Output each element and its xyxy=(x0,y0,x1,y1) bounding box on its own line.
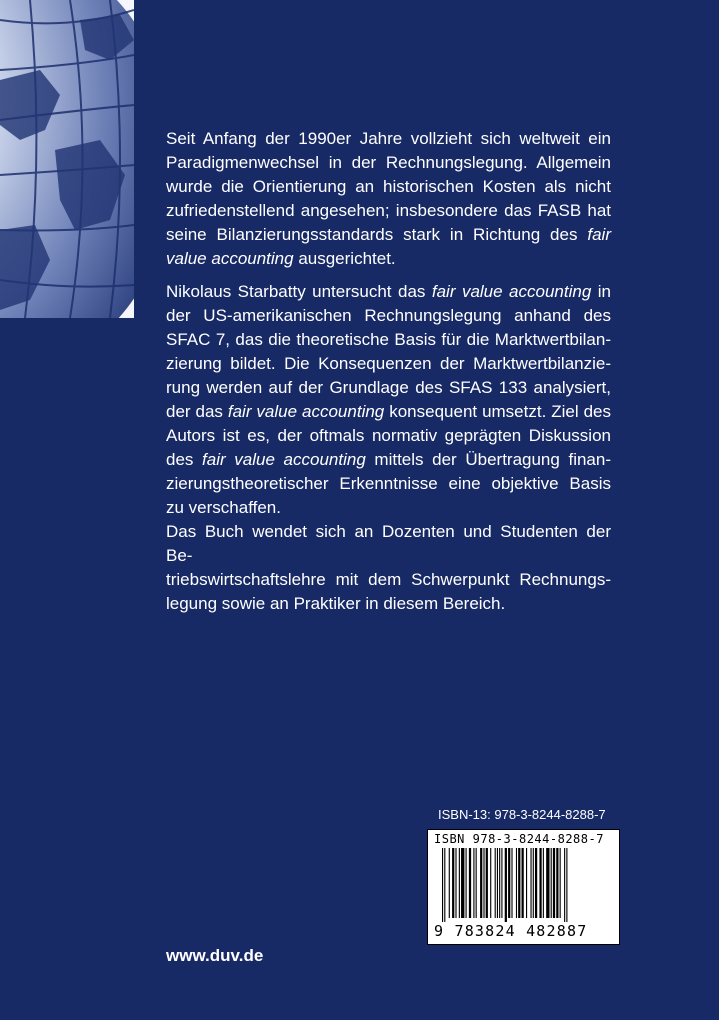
barcode xyxy=(427,829,620,945)
barcode-bar xyxy=(522,848,524,918)
italic-term: fair value accounting xyxy=(431,282,592,301)
barcode-bar xyxy=(511,848,512,918)
barcode-bar xyxy=(476,848,477,918)
barcode-bar xyxy=(530,848,531,918)
text-line: zufriedenstellend angesehen; insbesondere das FASB hat xyxy=(166,201,611,220)
barcode-bar xyxy=(483,848,484,918)
text-line: Seit Anfang der 1990er Jahre vollzieht sich weltweit ein xyxy=(166,129,611,148)
text-segment: seine Bilanzierungsstandards stark in Richtung des xyxy=(166,225,578,244)
isbn-label: ISBN-13: 978-3-8244-8288-7 xyxy=(438,807,606,822)
text-segment: ausgerichtet. xyxy=(293,249,396,268)
barcode-bar xyxy=(497,848,498,918)
text-segment: Nikolaus Starbatty untersucht das xyxy=(166,282,432,301)
paragraph-audience xyxy=(166,520,611,616)
barcode-bar xyxy=(495,848,496,918)
text-line: zu verschaffen. xyxy=(166,498,281,517)
paragraph-author xyxy=(166,280,611,520)
text-line: SFAC 7, das die theoretische Basis für die Marktwertbilan- xyxy=(166,330,611,349)
barcode-bar xyxy=(556,848,558,918)
text-line: Das Buch wendet sich an Dozenten und Studenten der Be- xyxy=(166,522,611,565)
paragraph-intro xyxy=(166,127,611,271)
text-line: triebswirtschaftslehre mit dem Schwerpunkt Rechnungs- xyxy=(166,570,611,589)
website-link[interactable]: www.duv.de xyxy=(166,946,264,965)
barcode-bar xyxy=(551,848,552,918)
barcode-bar xyxy=(480,848,482,918)
globe-image xyxy=(0,0,134,318)
italic-term: fair xyxy=(587,225,611,244)
barcode-bar xyxy=(546,848,549,918)
text-line xyxy=(166,448,611,472)
text-line xyxy=(166,280,611,304)
text-line: Paradigmenwechsel in der Rechnungslegung. Allgemein xyxy=(166,153,611,172)
barcode-bar xyxy=(518,848,520,918)
barcode-isbn-text: ISBN 978-3-8244-8288-7 xyxy=(434,832,604,846)
text-segment: der das xyxy=(166,402,228,421)
barcode-bar xyxy=(533,848,534,918)
barcode-bar xyxy=(490,848,491,918)
barcode-digits: 9 783824 482887 xyxy=(434,922,588,940)
text-segment: in xyxy=(591,282,611,301)
text-line xyxy=(166,223,611,247)
text-segment: konsequent umsetzt. Ziel des xyxy=(384,402,611,421)
barcode-bar xyxy=(501,848,502,918)
barcode-bar xyxy=(449,848,450,918)
barcode-bar xyxy=(516,848,517,918)
text-segment: mittels der Übertragung finan- xyxy=(365,450,611,469)
barcode-bars xyxy=(442,848,608,922)
barcode-bar xyxy=(560,848,561,918)
barcode-bar xyxy=(469,848,471,918)
barcode-bar xyxy=(486,848,488,918)
barcode-bar xyxy=(535,848,537,918)
barcode-bar xyxy=(566,848,567,922)
text-line: zierungstheoretischer Erkenntnisse eine objektive Basis xyxy=(166,474,611,493)
barcode-bar xyxy=(455,848,456,918)
barcode-bar xyxy=(553,848,555,918)
text-line xyxy=(166,400,611,424)
barcode-bar xyxy=(499,848,500,918)
text-line xyxy=(166,247,611,271)
italic-term: fair value accounting xyxy=(202,450,366,469)
text-line: der US-amerikanischen Rechnungslegung anhand des xyxy=(166,306,611,325)
barcode-bar xyxy=(452,848,454,918)
barcode-bar xyxy=(444,848,445,922)
text-segment: des xyxy=(166,450,203,469)
barcode-bar xyxy=(473,848,474,918)
italic-term: value accounting xyxy=(166,249,294,268)
text-line: zierung bildet. Die Konsequenzen der Marktwertbilanzie- xyxy=(166,354,611,373)
text-line: wurde die Orientierung an historischen Kosten als nicht xyxy=(166,177,611,196)
barcode-bar xyxy=(459,848,460,918)
barcode-bar xyxy=(543,848,544,918)
barcode-bar xyxy=(564,848,565,922)
barcode-bar xyxy=(505,848,507,922)
barcode-bar xyxy=(466,848,467,918)
barcode-bar xyxy=(526,848,527,918)
barcode-bar xyxy=(461,848,464,918)
italic-term: fair value accounting xyxy=(227,402,385,421)
text-line: rung werden auf der Grundlage des SFAS 133 analysiert, xyxy=(166,378,611,397)
barcode-bar xyxy=(442,848,443,922)
barcode-bar xyxy=(539,848,541,918)
barcode-bar xyxy=(508,848,510,918)
text-line: Autors ist es, der oftmals normativ geprägten Diskussion xyxy=(166,426,611,445)
text-line: legung sowie an Praktiker in diesem Bereich. xyxy=(166,594,506,613)
